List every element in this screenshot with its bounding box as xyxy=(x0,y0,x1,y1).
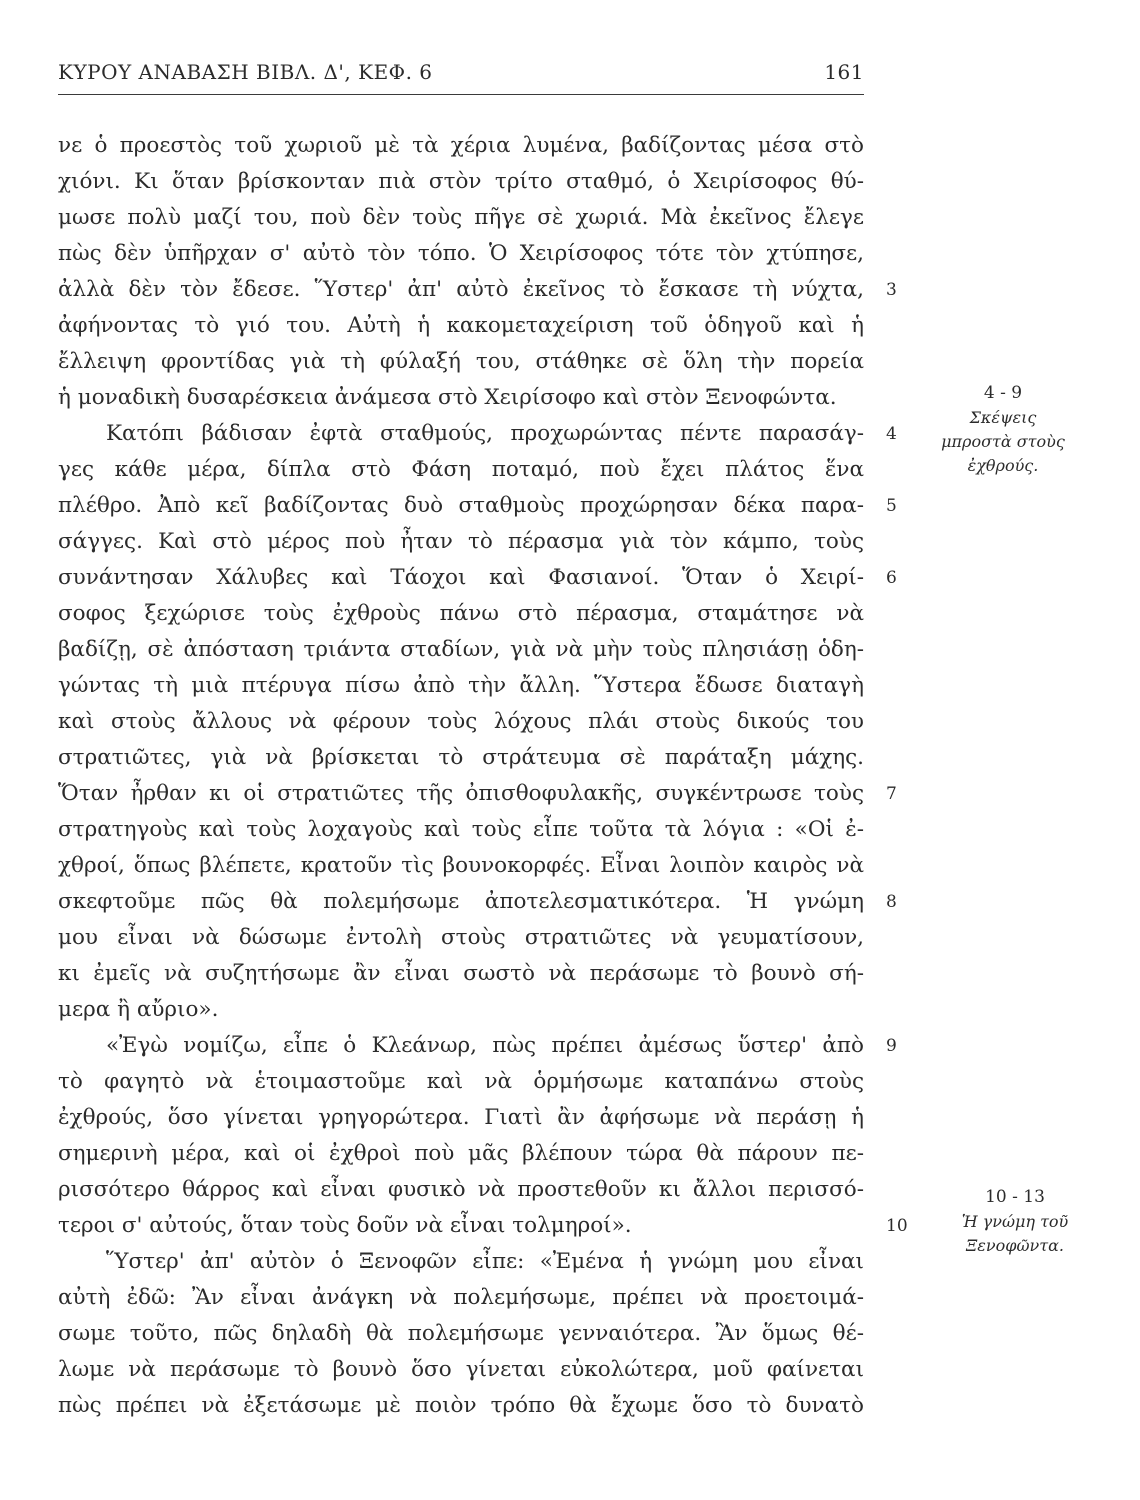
page-number: 161 xyxy=(824,60,864,84)
text-line: πὼς δὲν ὑπῆρχαν σ' αὐτὸ τὸν τόπο. Ὁ Χειρίσοφος τότε τὸν χτύπησε, xyxy=(58,241,864,266)
sidenote-text: Ξενοφῶντα. xyxy=(966,1236,1064,1255)
margin-number: 9 xyxy=(886,1036,897,1056)
text-line: πὼς πρέπει νὰ ἐξετάσωμε μὲ ποιὸν τρόπο θὰ ἔχωμε ὅσο τὸ δυνατὸ xyxy=(58,1393,864,1418)
main-text-block xyxy=(58,128,864,1424)
sidenote-range: 4 - 9 xyxy=(983,383,1023,403)
text-line: σημερινὴ μέρα, καὶ οἱ ἐχθροὶ ποὺ μᾶς βλέπουν τώρα θὰ πάρουν πε- xyxy=(58,1141,864,1166)
margin-number: 7 xyxy=(886,784,897,804)
text-line: καὶ στοὺς ἄλλους νὰ φέρουν τοὺς λόχους πλάι στοὺς δικούς του xyxy=(58,709,864,734)
text-line: αὐτὴ ἐδῶ: Ἂν εἶναι ἀνάγκη νὰ πολεμήσωμε, πρέπει νὰ προετοιμά- xyxy=(58,1285,864,1310)
sidenote-text: ἐχθρούς. xyxy=(967,456,1039,475)
text-line: σοφος ξεχώρισε τοὺς ἐχθροὺς πάνω στὸ πέρασμα, σταμάτησε νὰ xyxy=(58,601,864,626)
sidenote-range: 10 - 13 xyxy=(985,1187,1045,1207)
text-line: σωμε τοῦτο, πῶς δηλαδὴ θὰ πολεμήσωμε γενναιότερα. Ἂν ὅμως θέ- xyxy=(58,1321,864,1346)
text-line: γώντας τὴ μιὰ πτέρυγα πίσω ἀπὸ τὴν ἄλλη. Ὕστερα ἔδωσε διαταγὴ xyxy=(58,673,864,698)
text-line: συνάντησαν Χάλυβες καὶ Τάοχοι καὶ Φασιανοί. Ὅταν ὁ Χειρί- xyxy=(58,565,864,590)
text-line: τεροι σ' αὐτούς, ὅταν τοὺς δοῦν νὰ εἶναι τολμηροί». xyxy=(58,1213,632,1238)
margin-number: 8 xyxy=(886,892,897,912)
text-line: βαδίζῃ, σὲ ἀπόσταση τριάντα σταδίων, γιὰ νὰ μὴν τοὺς πλησιάσῃ ὁδη- xyxy=(58,637,864,662)
sidenote-text: Ἡ γνώμη τοῦ xyxy=(961,1212,1069,1231)
running-head xyxy=(58,60,864,95)
text-line: μερα ἢ αὔριο». xyxy=(58,997,219,1022)
sidenote-text: μπροστὰ στοὺς xyxy=(941,432,1065,451)
text-line: κι ἐμεῖς νὰ συζητήσωμε ἂν εἶναι σωστὸ νὰ περάσωμε τὸ βουνὸ σή- xyxy=(58,961,864,986)
text-line: γες κάθε μέρα, δίπλα στὸ Φάση ποταμό, ποὺ ἔχει πλάτος ἕνα xyxy=(58,457,864,482)
text-line: σκεφτοῦμε πῶς θὰ πολεμήσωμε ἀποτελεσματικότερα. Ἡ γνώμη xyxy=(58,889,864,914)
margin-number: 10 xyxy=(886,1216,908,1236)
text-line: νε ὁ προεστὸς τοῦ χωριοῦ μὲ τὰ χέρια λυμένα, βαδίζοντας μέσα στὸ xyxy=(58,133,864,158)
text-line: στρατιῶτες, γιὰ νὰ βρίσκεται τὸ στράτευμα σὲ παράταξη μάχης. xyxy=(58,745,864,770)
sidenote-thoughts xyxy=(923,380,1083,478)
text-line: Ὅταν ἦρθαν κι οἱ στρατιῶτες τῆς ὀπισθοφυλακῆς, συγκέντρωσε τοὺς xyxy=(58,781,864,806)
text-line: ρισσότερο θάρρος καὶ εἶναι φυσικὸ νὰ προστεθοῦν κι ἄλλοι περισσό- xyxy=(58,1177,864,1202)
text-line: μου εἶναι νὰ δώσωμε ἐντολὴ στοὺς στρατιῶτες νὰ γευματίσουν, xyxy=(58,925,864,950)
text-line: χθροί, ὅπως βλέπετε, κρατοῦν τὶς βουνοκορφές. Εἶναι λοιπὸν καιρὸς νὰ xyxy=(58,853,864,878)
text-line: ἡ μοναδικὴ δυσαρέσκεια ἀνάμεσα στὸ Χειρίσοφο καὶ στὸν Ξενοφώντα. xyxy=(58,385,837,410)
text-line: Κατόπι βάδισαν ἐφτὰ σταθμούς, προχωρώντας πέντε παρασάγ- xyxy=(106,421,864,446)
text-line: τὸ φαγητὸ νὰ ἑτοιμαστοῦμε καὶ νὰ ὁρμήσωμε καταπάνω στοὺς xyxy=(58,1069,864,1094)
text-line: μωσε πολὺ μαζί του, ποὺ δὲν τοὺς πῆγε σὲ χωριά. Μὰ ἐκεῖνος ἔλεγε xyxy=(58,205,864,230)
text-line: ἔλλειψη φροντίδας γιὰ τὴ φύλαξή του, στάθηκε σὲ ὅλη τὴν πορεία xyxy=(58,349,864,374)
text-line: χιόνι. Κι ὅταν βρίσκονταν πιὰ στὸν τρίτο σταθμό, ὁ Χειρίσοφος θύ- xyxy=(58,169,864,194)
running-head-title: ΚΥΡΟΥ ΑΝΑΒΑΣΗ ΒΙΒΛ. Δ', ΚΕΦ. 6 xyxy=(58,60,433,84)
sidenote-text: Σκέψεις xyxy=(969,408,1037,427)
sidenote-xenophon-opinion xyxy=(935,1184,1095,1258)
margin-number: 4 xyxy=(886,424,897,444)
margin-number: 3 xyxy=(886,280,897,300)
text-line: ἐχθρούς, ὅσο γίνεται γρηγορώτερα. Γιατὶ ἂν ἀφήσωμε νὰ περάσῃ ἡ xyxy=(58,1105,864,1130)
text-line: ἀλλὰ δὲν τὸν ἔδεσε. Ὕστερ' ἀπ' αὐτὸ ἐκεῖνος τὸ ἔσκασε τὴ νύχτα, xyxy=(58,277,864,302)
text-line: λωμε νὰ περάσωμε τὸ βουνὸ ὅσο γίνεται εὐκολώτερα, μοῦ φαίνεται xyxy=(58,1357,864,1382)
text-line: ἀφήνοντας τὸ γιό του. Αὐτὴ ἡ κακομεταχείριση τοῦ ὁδηγοῦ καὶ ἡ xyxy=(58,313,864,338)
text-line: Ὕστερ' ἀπ' αὐτὸν ὁ Ξενοφῶν εἶπε: «Ἐμένα ἡ γνώμη μου εἶναι xyxy=(106,1249,864,1274)
text-line: σάγγες. Καὶ στὸ μέρος ποὺ ἦταν τὸ πέρασμα γιὰ τὸν κάμπο, τοὺς xyxy=(58,529,864,554)
margin-number: 5 xyxy=(886,496,897,516)
text-line: στρατηγοὺς καὶ τοὺς λοχαγοὺς καὶ τοὺς εἶπε τοῦτα τὰ λόγια : «Οἱ ἐ- xyxy=(58,817,864,842)
text-line: πλέθρο. Ἀπὸ κεῖ βαδίζοντας δυὸ σταθμοὺς προχώρησαν δέκα παρα- xyxy=(58,493,864,518)
text-line: «Ἐγὼ νομίζω, εἶπε ὁ Κλεάνωρ, πὼς πρέπει ἀμέσως ὕστερ' ἀπὸ xyxy=(106,1033,864,1058)
margin-number: 6 xyxy=(886,568,897,588)
